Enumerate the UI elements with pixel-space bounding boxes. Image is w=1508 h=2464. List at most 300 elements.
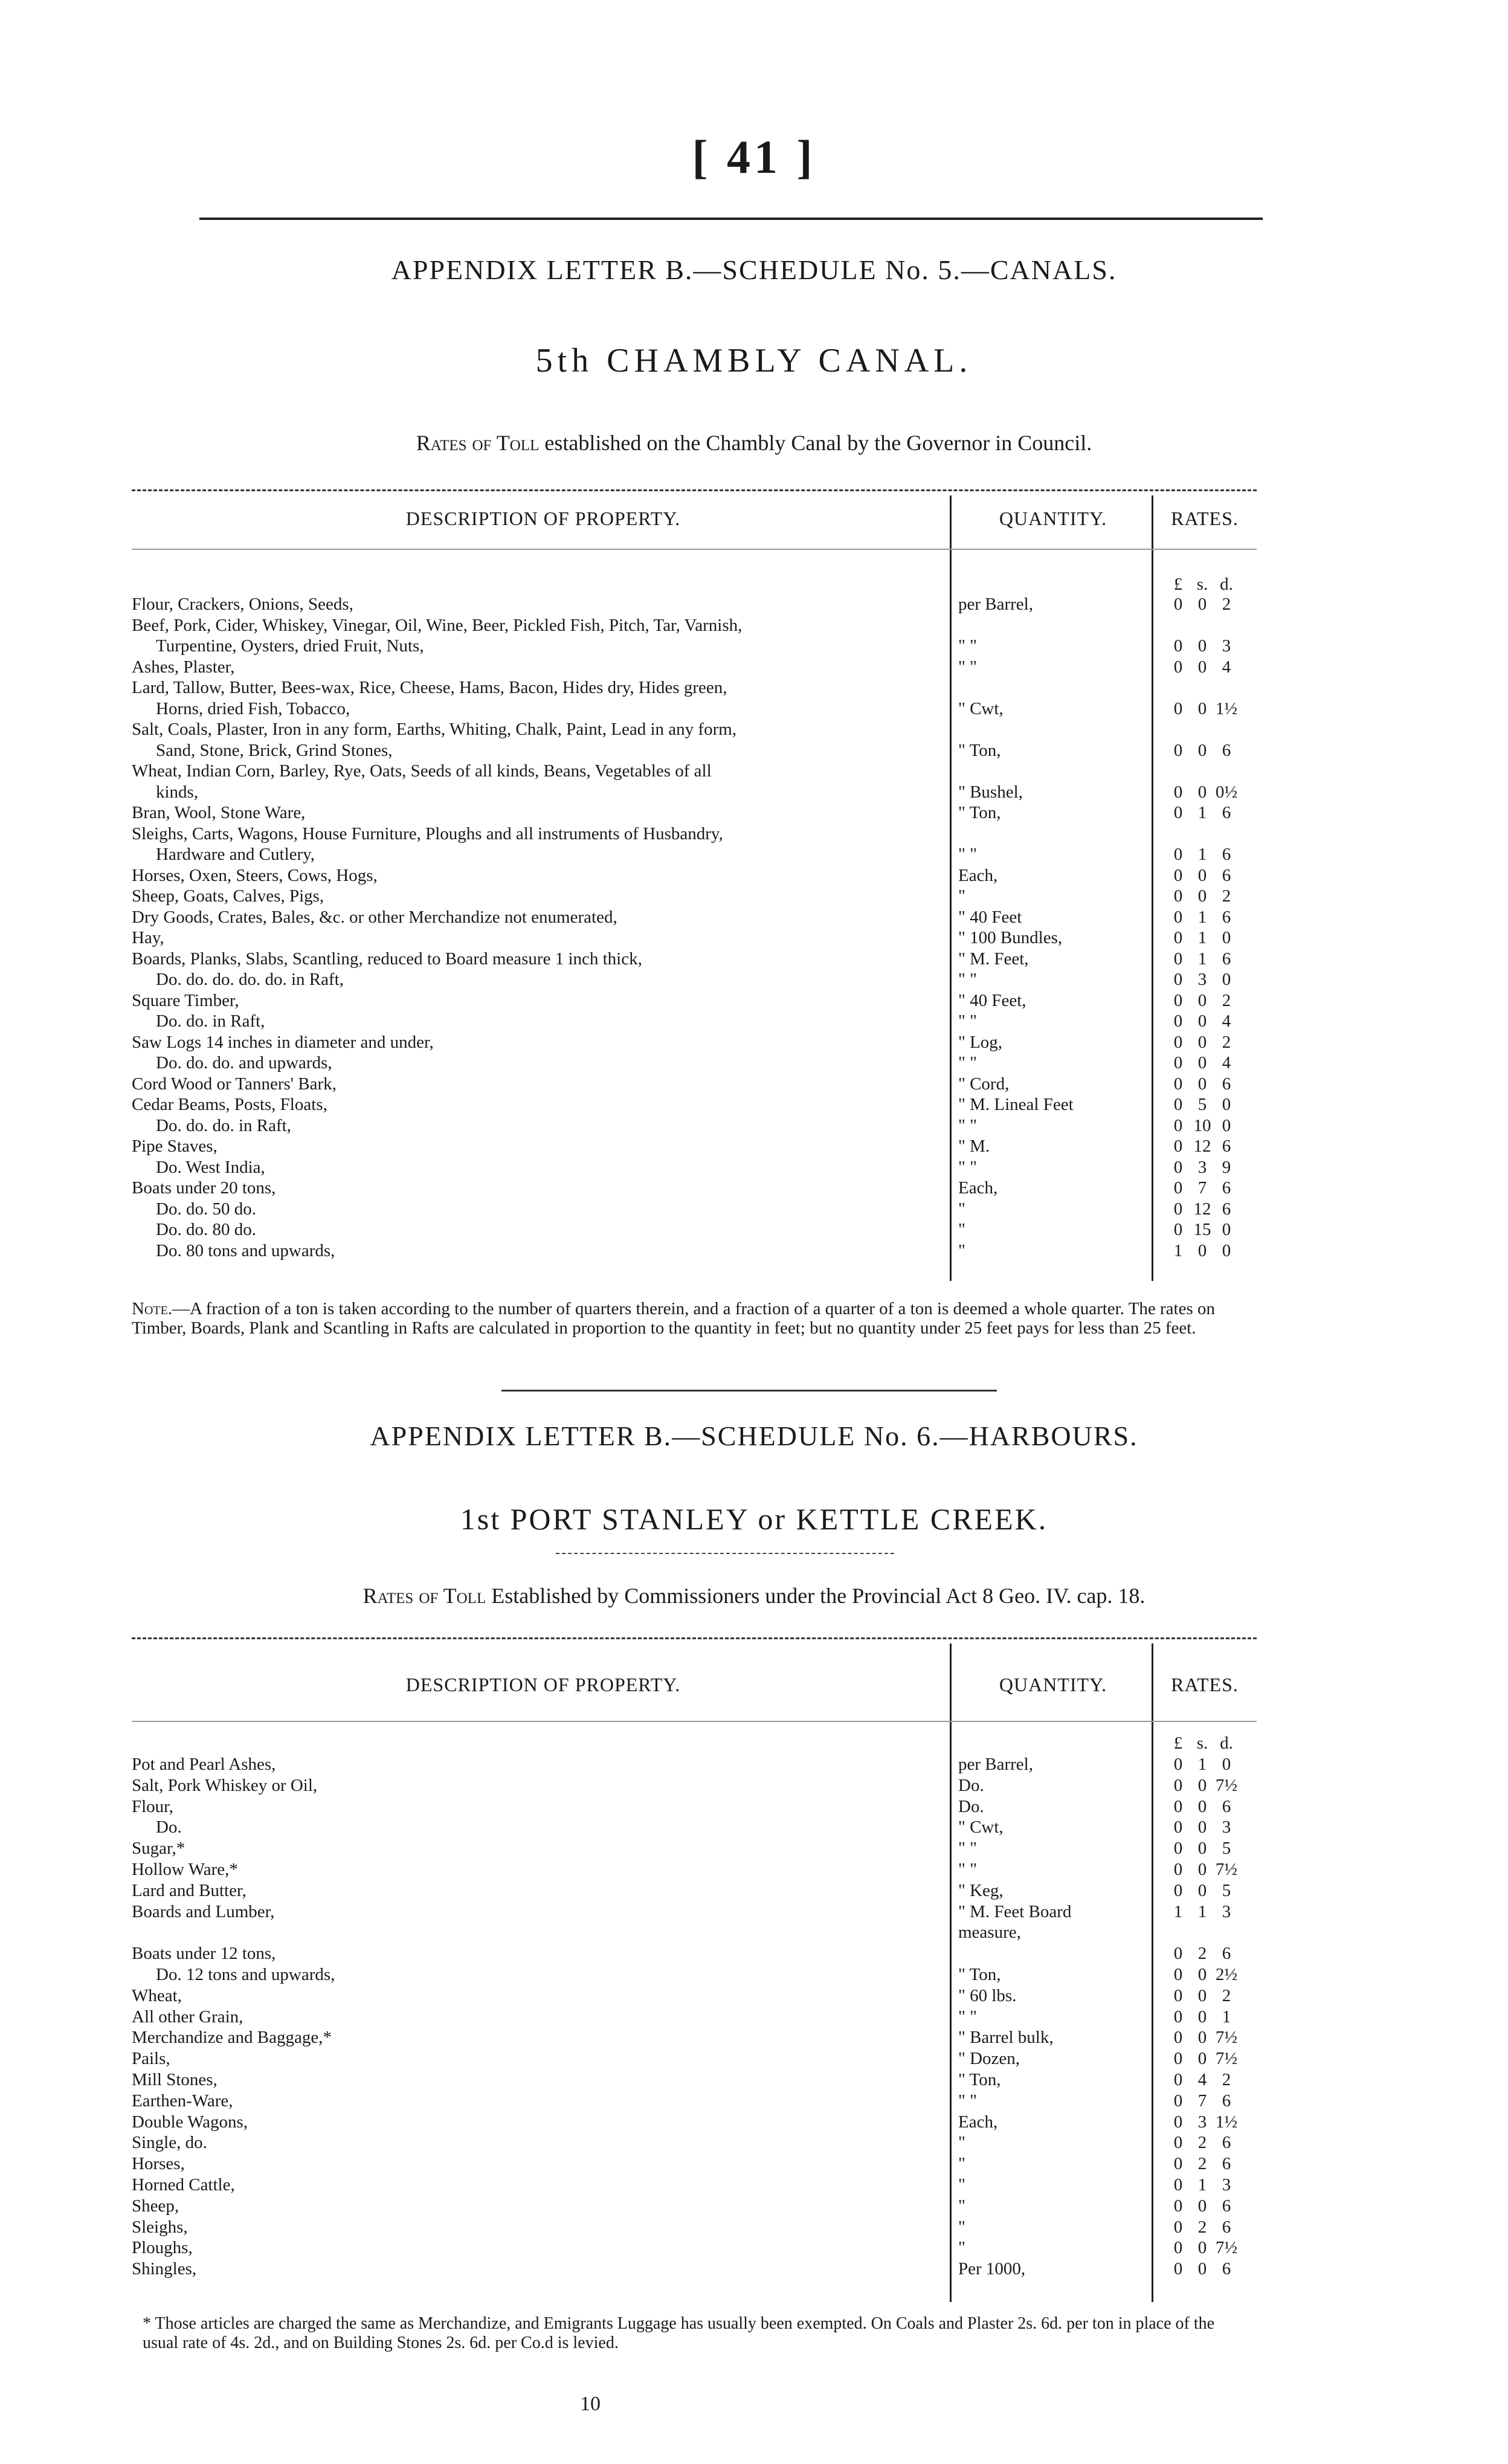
row-rate <box>1166 1179 1251 1197</box>
rate-pounds: 0 <box>1173 845 1183 864</box>
rate-shillings: 0 <box>1197 2049 1207 2069</box>
rate-pounds: 0 <box>1173 2259 1183 2279</box>
row-quantity: " <box>958 1220 965 1239</box>
rate-shillings: 15 <box>1193 1220 1211 1239</box>
row-quantity: " " <box>958 1839 977 1859</box>
rate-pence: 6 <box>1222 740 1231 760</box>
rate-pence: 0 <box>1222 1755 1231 1774</box>
rate-shillings: 0 <box>1197 1240 1207 1260</box>
row-description: Salt, Pork Whiskey or Oil, <box>132 1775 318 1795</box>
row-quantity: " Ton, <box>958 803 1001 822</box>
rate-shillings: 2 <box>1197 1944 1207 1964</box>
rate-pence: 3 <box>1222 1817 1231 1837</box>
rate-shillings: 0 <box>1197 2259 1207 2279</box>
row-description: Pipe Staves, <box>132 1137 218 1156</box>
rate-pounds: 0 <box>1173 2028 1183 2048</box>
rate-shillings: 3 <box>1197 2112 1207 2132</box>
rate-pence: 6 <box>1222 1137 1231 1156</box>
col-header-rates: RATES. <box>1171 1674 1239 1695</box>
rate-pounds: 0 <box>1173 1011 1183 1031</box>
row-rate <box>1166 1776 1251 1795</box>
row-description: Lard and Butter, <box>132 1880 246 1900</box>
row-rate <box>1166 762 1251 780</box>
rate-pence: 4 <box>1222 657 1231 677</box>
section-divider <box>501 1390 997 1392</box>
rate-pounds: 0 <box>1173 928 1183 947</box>
row-rate <box>1166 2239 1251 2257</box>
col-header-description: DESCRIPTION OF PROPERTY. <box>405 1674 681 1695</box>
rates-of-toll-label: Rates of Toll <box>416 431 540 455</box>
row-quantity: " " <box>958 2091 977 2111</box>
row-quantity: " Cwt, <box>958 1817 1004 1837</box>
row-description: Sheep, Goats, Calves, Pigs, <box>132 886 324 906</box>
row-quantity: per Barrel, <box>958 1755 1033 1774</box>
rate-pence: 6 <box>1222 1199 1231 1219</box>
row-rate <box>1166 1117 1251 1135</box>
rate-pence: 3 <box>1222 2175 1231 2195</box>
rate-pounds: 0 <box>1173 2007 1183 2027</box>
row-description: Cedar Beams, Posts, Floats, <box>132 1095 327 1114</box>
rate-pence: 7½ <box>1215 1860 1238 1879</box>
rate-shillings: 2 <box>1197 2217 1207 2237</box>
row-rate <box>1166 658 1251 676</box>
rates-of-toll-label: Rates of Toll <box>362 1584 486 1608</box>
top-rule <box>199 218 1263 220</box>
row-rate <box>1166 1137 1251 1155</box>
row-rate <box>1166 720 1251 738</box>
rate-pence: 6 <box>1222 949 1231 969</box>
rate-pence: 2 <box>1222 1032 1231 1052</box>
row-rate <box>1166 2218 1251 2236</box>
rate-pounds: 0 <box>1173 1965 1183 1984</box>
section2-rates-intro <box>0 1583 1508 1608</box>
rate-pence: 5 <box>1222 1880 1231 1900</box>
rate-shillings: 0 <box>1197 698 1207 718</box>
subheading-rule <box>556 1553 894 1554</box>
row-rate <box>1166 887 1251 905</box>
rate-pounds: 0 <box>1173 1074 1183 1094</box>
row-rate <box>1166 1860 1251 1879</box>
row-rate <box>1166 2197 1251 2215</box>
rate-shillings: 0 <box>1197 1880 1207 1900</box>
row-rate <box>1166 2050 1251 2068</box>
rate-shillings: 0 <box>1197 740 1207 760</box>
rate-shillings: 3 <box>1197 970 1207 989</box>
row-rate <box>1166 908 1251 926</box>
row-rate <box>1166 2260 1251 2278</box>
row-description: Pails, <box>132 2049 170 2069</box>
rate-pence: 2 <box>1222 886 1231 906</box>
rate-pounds: 1 <box>1173 1240 1183 1260</box>
row-description: Earthen-Ware, <box>132 2091 233 2111</box>
row-description: Wheat, Indian Corn, Barley, Rye, Oats, Seeds of all kinds, Beans, Vegetables of all <box>132 761 712 781</box>
harbour-rates-table: DESCRIPTION OF PROPERTY. QUANTITY. RATES. £ s. d. Pot and Pearl Ashes, per Barrel, 0 1 0 Salt, Pork Whiskey or Oil, Do. 0 0 7½ Flour, Do. 0 0 6 Do. " Cwt, 0 0 3 Sugar,* " " 0 0 5 Hollow Ware,* " " 0 0 7½ Lard and Butter, " Keg, 0 0 5 Boards and Lumber, " M. Feet Board 1 1 3 measure, Boats under 12 tons, 0 2 6 Do. 12 tons and upwards, " Ton, 0 0 2½ Wheat, " 60 lbs. 0 0 2 All other Grain, " " 0 0 1 Merchandize and Baggage,* " Barrel bulk, 0 0 7½ Pails, " Dozen, 0 0 7½ Mill Stones, " Ton, 0 4 2 Earthen-Ware, " " 0 7 6 Double Wagons, Each, 0 3 1½ Single, do. " 0 2 6 Horses, " 0 2 6 Horned Cattle, " 0 1 3 Sheep, " 0 0 6 Sleighs, " 0 2 6 Ploughs, " 0 0 7½ Shingles, Per 1000, 0 0 6 <box>132 1631 1257 2302</box>
rate-pounds: 0 <box>1173 1095 1183 1114</box>
row-description: Do. do. do. in Raft, <box>156 1115 291 1135</box>
row-description: Ashes, Plaster, <box>132 657 235 677</box>
rates-intro-text: established on the Chambly Canal by the Governor in Council. <box>544 431 1092 455</box>
rate-pounds: 0 <box>1173 886 1183 906</box>
row-rate <box>1166 2113 1251 2131</box>
row-description: Cord Wood or Tanners' Bark, <box>132 1074 337 1094</box>
rate-shillings: 0 <box>1197 2028 1207 2048</box>
row-quantity: " <box>958 2238 965 2258</box>
row-rate <box>1166 1200 1251 1218</box>
rate-shillings: 0 <box>1197 657 1207 677</box>
rate-shillings: 7 <box>1197 2091 1207 2111</box>
rate-pence: 6 <box>1222 845 1231 864</box>
row-rate <box>1166 825 1251 843</box>
rate-shillings: 12 <box>1193 1199 1211 1219</box>
row-description: Mill Stones, <box>132 2070 218 2089</box>
rate-pounds: 0 <box>1173 1860 1183 1879</box>
note-text: —A fraction of a ton is taken according to the number of quarters therein, and a fraction of a quarter of a ton is deemed a whole quarter. The rates on Timber, Boards, Plank and Scantling in Rafts are calculated in proportion to the quantity in feet; but no quantity under 25 feet pays for less than 25 feet. <box>132 1299 1216 1338</box>
rate-shillings: 2 <box>1197 2133 1207 2153</box>
row-description: Sand, Stone, Brick, Grind Stones, <box>156 740 393 760</box>
rate-shillings: 0 <box>1197 1817 1207 1837</box>
row-rate <box>1166 1944 1251 1962</box>
rate-pence: 2 <box>1222 990 1231 1010</box>
rate-pence: 6 <box>1222 2133 1231 2153</box>
rate-shillings: 0 <box>1197 1053 1207 1072</box>
row-rate <box>1166 970 1251 989</box>
rate-pence: 0 <box>1222 1240 1231 1260</box>
row-rate <box>1166 679 1251 697</box>
row-description: Hollow Ware,* <box>132 1860 238 1879</box>
rate-pence: 6 <box>1222 2217 1231 2237</box>
rate-pence: 6 <box>1222 1074 1231 1094</box>
rate-pounds: 0 <box>1173 1796 1183 1816</box>
rate-pounds: 0 <box>1173 1178 1183 1198</box>
rate-shillings: 7 <box>1197 1178 1207 1198</box>
rate-pence: 6 <box>1222 2259 1231 2279</box>
row-description: Hay, <box>132 928 164 947</box>
rate-pounds: 0 <box>1173 1053 1183 1072</box>
rates-intro-text: Established by Commissioners under the Provincial Act 8 Geo. IV. cap. 18. <box>491 1584 1146 1608</box>
row-quantity: " M. Feet, <box>958 949 1029 969</box>
row-quantity: " Barrel bulk, <box>958 2028 1054 2048</box>
rate-shillings: 0 <box>1197 1011 1207 1031</box>
row-quantity: " <box>958 2217 965 2237</box>
row-quantity: Each, <box>958 2112 998 2132</box>
page-number: [ 41 ] <box>692 131 816 183</box>
rate-pence: 6 <box>1222 2091 1231 2111</box>
row-rate <box>1166 2133 1251 2152</box>
row-quantity: measure, <box>958 1923 1021 1943</box>
section1-rates-intro <box>0 430 1508 456</box>
rate-pence: 6 <box>1222 2196 1231 2216</box>
row-rate <box>1166 950 1251 968</box>
rate-pounds: 0 <box>1173 865 1183 885</box>
row-rate <box>1166 845 1251 863</box>
row-description: Do. <box>156 1817 182 1837</box>
row-quantity: " <box>958 2133 965 2153</box>
rate-shillings: 0 <box>1197 2238 1207 2258</box>
row-quantity: " Ton, <box>958 740 1001 760</box>
rate-pounds: 0 <box>1173 1220 1183 1239</box>
section1-subheading: 5th CHAMBLY CANAL. <box>535 342 973 379</box>
row-description: Sheep, <box>132 2196 179 2216</box>
row-rate <box>1166 1987 1251 2005</box>
row-description: kinds, <box>156 782 199 802</box>
row-rate <box>1166 1818 1251 1836</box>
rate-shillings: 0 <box>1197 595 1207 614</box>
row-rate <box>1166 1966 1251 1984</box>
rate-pounds: 0 <box>1173 740 1183 760</box>
rate-shillings: 1 <box>1197 907 1207 927</box>
rate-pounds: 0 <box>1173 1839 1183 1859</box>
row-rate <box>1166 1095 1251 1114</box>
row-quantity: " " <box>958 970 977 989</box>
row-rate <box>1166 866 1251 885</box>
row-rate <box>1166 700 1251 718</box>
row-quantity: Do. <box>958 1796 984 1816</box>
row-description: Do. do. in Raft, <box>156 1011 265 1031</box>
row-rate <box>1166 992 1251 1010</box>
rate-pence: 6 <box>1222 1796 1231 1816</box>
rate-pence: 1½ <box>1215 2112 1238 2132</box>
rate-shillings: 3 <box>1197 1157 1207 1177</box>
row-quantity: " " <box>958 657 977 677</box>
row-quantity: " 60 lbs. <box>958 1985 1017 2005</box>
rate-pounds: 0 <box>1173 595 1183 614</box>
row-quantity: " " <box>958 845 977 864</box>
rate-pence: 6 <box>1222 803 1231 822</box>
row-quantity: " M. Lineal Feet <box>958 1095 1074 1114</box>
row-description: Do. West India, <box>156 1157 265 1177</box>
rate-pounds: 0 <box>1173 1880 1183 1900</box>
row-rate <box>1166 1075 1251 1093</box>
rate-pence: 2 <box>1222 2070 1231 2089</box>
row-description: Lard, Tallow, Butter, Bees-wax, Rice, Cheese, Hams, Bacon, Hides dry, Hides green, <box>132 678 727 697</box>
rate-pounds: 0 <box>1173 657 1183 677</box>
row-description: Beef, Pork, Cider, Whiskey, Vinegar, Oil, Wine, Beer, Pickled Fish, Pitch, Tar, Varnish, <box>132 615 743 635</box>
rate-pence: 6 <box>1222 1178 1231 1198</box>
canal-rates-table: DESCRIPTION OF PROPERTY. QUANTITY. RATES. £ s. d. Flour, Crackers, Onions, Seeds, per Barrel, 0 0 2 Beef, Pork, Cider, Whiskey, Vinegar, Oil, Wine, Beer, Pickled Fish, Pitch, Tar, Varnish, Turpentine, Oysters, dried Fruit, Nuts, " " 0 0 3 Ashes, Plaster, " " 0 0 4 Lard, Tallow, Butter, Bees-wax, Rice, Cheese, Hams, Bacon, Hides dry, Hides green, Horns, dried Fish, Tobacco, " Cwt, 0 0 1½ Salt, Coals, Plaster, Iron in any form, Earths, Whiting, Chalk, Paint, Lead in any form, Sand, Stone, Brick, Grind Stones, " Ton, 0 0 6 Wheat, Indian Corn, Barley, Rye, Oats, Seeds of all kinds, Beans, Vegetables of all kinds, " Bushel, 0 0 0½ Bran, Wool, Stone Ware, " Ton, 0 1 6 Sleighs, Carts, Wagons, House Furniture, Ploughs and all instruments of Husbandry, Hardware and Cutlery, " " 0 1 6 Horses, Oxen, Steers, Cows, Hogs, Each, 0 0 6 Sheep, Goats, Calves, Pigs, " 0 0 2 Dry Goods, Crates, Bales, &c. or other Merchandize not enumerated, " 40 Feet 0 1 6 Hay, " 100 Bundles, 0 1 0 Boards, Planks, Slabs, Scantling, reduced to Board measure 1 inch thick, " M. Feet, 0 1 6 Do. do. do. do. do. in Raft, " " 0 3 0 Square Timber, " 40 Feet, 0 0 2 Do. do. in Raft, " " 0 0 4 Saw Logs 14 inches in diameter and under, " Log, 0 0 2 Do. do. do. and upwards, " " 0 0 4 Cord Wood or Tanners' Bark, " Cord, 0 0 6 Cedar Beams, Posts, Floats, " M. Lineal Feet 0 5 0 Do. do. do. in Raft, " " 0 10 0 Pipe Staves, " M. 0 12 6 Do. West India, " " 0 3 9 Boats under 20 tons, Each, 0 7 6 Do. do. 50 do. " 0 12 6 Do. do. 80 do. " 0 15 0 Do. 80 tons and upwards, " 1 0 0 <box>132 483 1257 1269</box>
row-description: Wheat, <box>132 1985 182 2005</box>
row-rate <box>1166 2028 1251 2046</box>
rate-pence: 2 <box>1222 595 1231 614</box>
table-top-rule <box>132 489 1257 491</box>
rate-pounds: 0 <box>1173 1157 1183 1177</box>
row-quantity: per Barrel, <box>958 595 1033 614</box>
row-description: Do. do. 80 do. <box>156 1220 256 1239</box>
rate-shillings: 1 <box>1197 1755 1207 1774</box>
rate-shillings: 0 <box>1197 636 1207 656</box>
row-quantity: " " <box>958 1011 977 1031</box>
row-description: All other Grain, <box>132 2007 243 2027</box>
rate-pence: 6 <box>1222 907 1231 927</box>
rate-pounds: 0 <box>1173 990 1183 1010</box>
row-description: Boards, Planks, Slabs, Scantling, reduced to Board measure 1 inch thick, <box>132 949 642 969</box>
row-quantity: Do. <box>958 1775 984 1795</box>
column-divider <box>1152 1643 1153 2302</box>
row-quantity: " " <box>958 1157 977 1177</box>
col-header-quantity: QUANTITY. <box>999 508 1107 529</box>
header-rule <box>132 549 1257 550</box>
row-rate <box>1166 741 1251 760</box>
rate-shillings: 12 <box>1193 1137 1211 1156</box>
row-quantity: " 40 Feet <box>958 907 1022 927</box>
row-quantity: " Keg, <box>958 1880 1004 1900</box>
row-rate <box>1166 1158 1251 1176</box>
row-rate <box>1166 2008 1251 2026</box>
rate-pence: 6 <box>1222 2154 1231 2174</box>
rate-pounds: 0 <box>1173 2217 1183 2237</box>
rate-pounds: 0 <box>1173 1032 1183 1052</box>
rate-pence: 0½ <box>1215 782 1238 802</box>
rate-pounds: 0 <box>1173 949 1183 969</box>
row-quantity: " Log, <box>958 1032 1003 1052</box>
rate-shillings: 0 <box>1197 1074 1207 1094</box>
column-divider <box>1152 495 1153 1281</box>
row-description: Sugar,* <box>132 1839 185 1859</box>
column-divider <box>950 1643 952 2302</box>
rate-shillings: 0 <box>1197 2007 1207 2027</box>
rate-pence: 2½ <box>1215 1965 1238 1984</box>
rate-shillings: 0 <box>1197 1860 1207 1879</box>
rate-pounds: 0 <box>1173 1817 1183 1837</box>
col-header-quantity: QUANTITY. <box>999 1674 1107 1695</box>
col-header-description: DESCRIPTION OF PROPERTY. <box>405 508 681 529</box>
row-quantity: " 40 Feet, <box>958 990 1026 1010</box>
row-description: Boards and Lumber, <box>132 1901 275 1921</box>
table-top-rule <box>132 1637 1257 1639</box>
row-rate <box>1166 595 1251 613</box>
rate-shillings: 0 <box>1197 1985 1207 2005</box>
row-description: Horned Cattle, <box>132 2175 235 2195</box>
rate-shillings: 4 <box>1197 2070 1207 2089</box>
row-quantity: " Bushel, <box>958 782 1023 802</box>
row-quantity: Each, <box>958 1178 998 1198</box>
rate-pence: 6 <box>1222 1944 1231 1964</box>
row-rate <box>1166 616 1251 634</box>
rate-pence: 2 <box>1222 1985 1231 2005</box>
row-quantity: " M. Feet Board <box>958 1901 1072 1921</box>
rate-pounds: 0 <box>1173 2091 1183 2111</box>
rate-pounds: 0 <box>1173 1137 1183 1156</box>
row-rate <box>1166 1882 1251 1900</box>
row-description: Merchandize and Baggage,* <box>132 2028 332 2048</box>
rate-pounds: 0 <box>1173 1115 1183 1135</box>
rate-pence: 3 <box>1222 1901 1231 1921</box>
row-quantity: " " <box>958 2007 977 2027</box>
row-description: Boats under 20 tons, <box>132 1178 276 1198</box>
row-rate <box>1166 1903 1251 1921</box>
row-rate <box>1166 1054 1251 1072</box>
row-quantity: " Ton, <box>958 1965 1001 1984</box>
row-description: Hardware and Cutlery, <box>156 845 315 864</box>
row-quantity: " " <box>958 1053 977 1072</box>
row-description: Double Wagons, <box>132 2112 248 2132</box>
rate-pounds: 0 <box>1173 970 1183 989</box>
rate-shillings: 1 <box>1197 2175 1207 2195</box>
row-rate <box>1166 1012 1251 1030</box>
rate-shillings: 5 <box>1197 1095 1207 1114</box>
row-description: Flour, <box>132 1796 173 1816</box>
row-description: Shingles, <box>132 2259 197 2279</box>
rate-pounds: 0 <box>1173 636 1183 656</box>
column-divider <box>950 495 952 1281</box>
rate-pence: 1 <box>1222 2007 1231 2027</box>
rate-pounds: 0 <box>1173 2238 1183 2258</box>
rate-shillings: 0 <box>1197 2196 1207 2216</box>
row-description: Do. do. 50 do. <box>156 1199 256 1219</box>
row-rate <box>1166 1923 1251 1941</box>
row-description: Do. 80 tons and upwards, <box>156 1240 335 1260</box>
row-quantity: Each, <box>958 865 998 885</box>
row-description: Ploughs, <box>132 2238 193 2258</box>
signature-mark: 10 <box>580 2393 601 2415</box>
row-description: Dry Goods, Crates, Bales, &c. or other Merchandize not enumerated, <box>132 907 617 927</box>
rate-pounds: 0 <box>1173 1985 1183 2005</box>
row-quantity: " <box>958 2196 965 2216</box>
rate-pounds: 0 <box>1173 782 1183 802</box>
section1-heading: APPENDIX LETTER B.—SCHEDULE No. 5.—CANALS. <box>391 254 1117 285</box>
rate-pounds: 1 <box>1173 1901 1183 1921</box>
row-quantity: " " <box>958 636 977 656</box>
note-label: Note. <box>132 1299 173 1318</box>
rate-pounds: 0 <box>1173 2154 1183 2174</box>
row-rate <box>1166 2092 1251 2110</box>
section2-heading: APPENDIX LETTER B.—SCHEDULE No. 6.—HARBOURS. <box>370 1421 1138 1451</box>
row-quantity: " " <box>958 1860 977 1879</box>
rate-shillings: 0 <box>1197 782 1207 802</box>
row-description: Pot and Pearl Ashes, <box>132 1755 276 1774</box>
rate-pence: 9 <box>1222 1157 1231 1177</box>
rate-pounds: 0 <box>1173 1944 1183 1964</box>
row-description: Do. do. do. do. do. in Raft, <box>156 970 344 989</box>
rate-pounds: 0 <box>1173 1775 1183 1795</box>
row-description: Sleighs, <box>132 2217 188 2237</box>
row-description: Do. 12 tons and upwards, <box>156 1965 335 1984</box>
rate-pence: 0 <box>1222 1220 1231 1239</box>
row-quantity: " <box>958 2154 965 2174</box>
row-quantity: " <box>958 2175 965 2195</box>
row-description: Salt, Coals, Plaster, Iron in any form, Earths, Whiting, Chalk, Paint, Lead in any form, <box>132 720 737 739</box>
row-description: Horses, Oxen, Steers, Cows, Hogs, <box>132 865 378 885</box>
row-description: Square Timber, <box>132 990 239 1010</box>
rate-shillings: 0 <box>1197 1775 1207 1795</box>
row-rate <box>1166 1839 1251 1857</box>
row-rate <box>1166 1798 1251 1816</box>
rate-shillings: 1 <box>1197 845 1207 864</box>
row-description: Horses, <box>132 2154 185 2174</box>
row-rate <box>1166 1755 1251 1773</box>
rate-shillings: 2 <box>1197 2154 1207 2174</box>
rate-pence: 7½ <box>1215 2028 1238 2048</box>
rate-pence: 4 <box>1222 1011 1231 1031</box>
row-quantity: " Ton, <box>958 2070 1001 2089</box>
row-description: Saw Logs 14 inches in diameter and under, <box>132 1032 434 1052</box>
rate-pounds: 0 <box>1173 1199 1183 1219</box>
row-quantity: " Dozen, <box>958 2049 1020 2069</box>
rate-pounds: 0 <box>1173 803 1183 822</box>
row-rate <box>1166 1221 1251 1239</box>
rate-shillings: 10 <box>1193 1115 1211 1135</box>
rate-pence: 0 <box>1222 1115 1231 1135</box>
row-description: Single, do. <box>132 2133 207 2153</box>
rate-pence: 4 <box>1222 1053 1231 1072</box>
rate-pounds: 0 <box>1173 2133 1183 2153</box>
row-rate <box>1166 637 1251 655</box>
row-quantity: " <box>958 886 965 906</box>
row-rate <box>1166 2071 1251 2089</box>
rate-shillings: 1 <box>1197 803 1207 822</box>
rate-pounds: 0 <box>1173 698 1183 718</box>
rate-pence: 1½ <box>1215 698 1238 718</box>
row-description: Turpentine, Oysters, dried Fruit, Nuts, <box>156 636 424 656</box>
